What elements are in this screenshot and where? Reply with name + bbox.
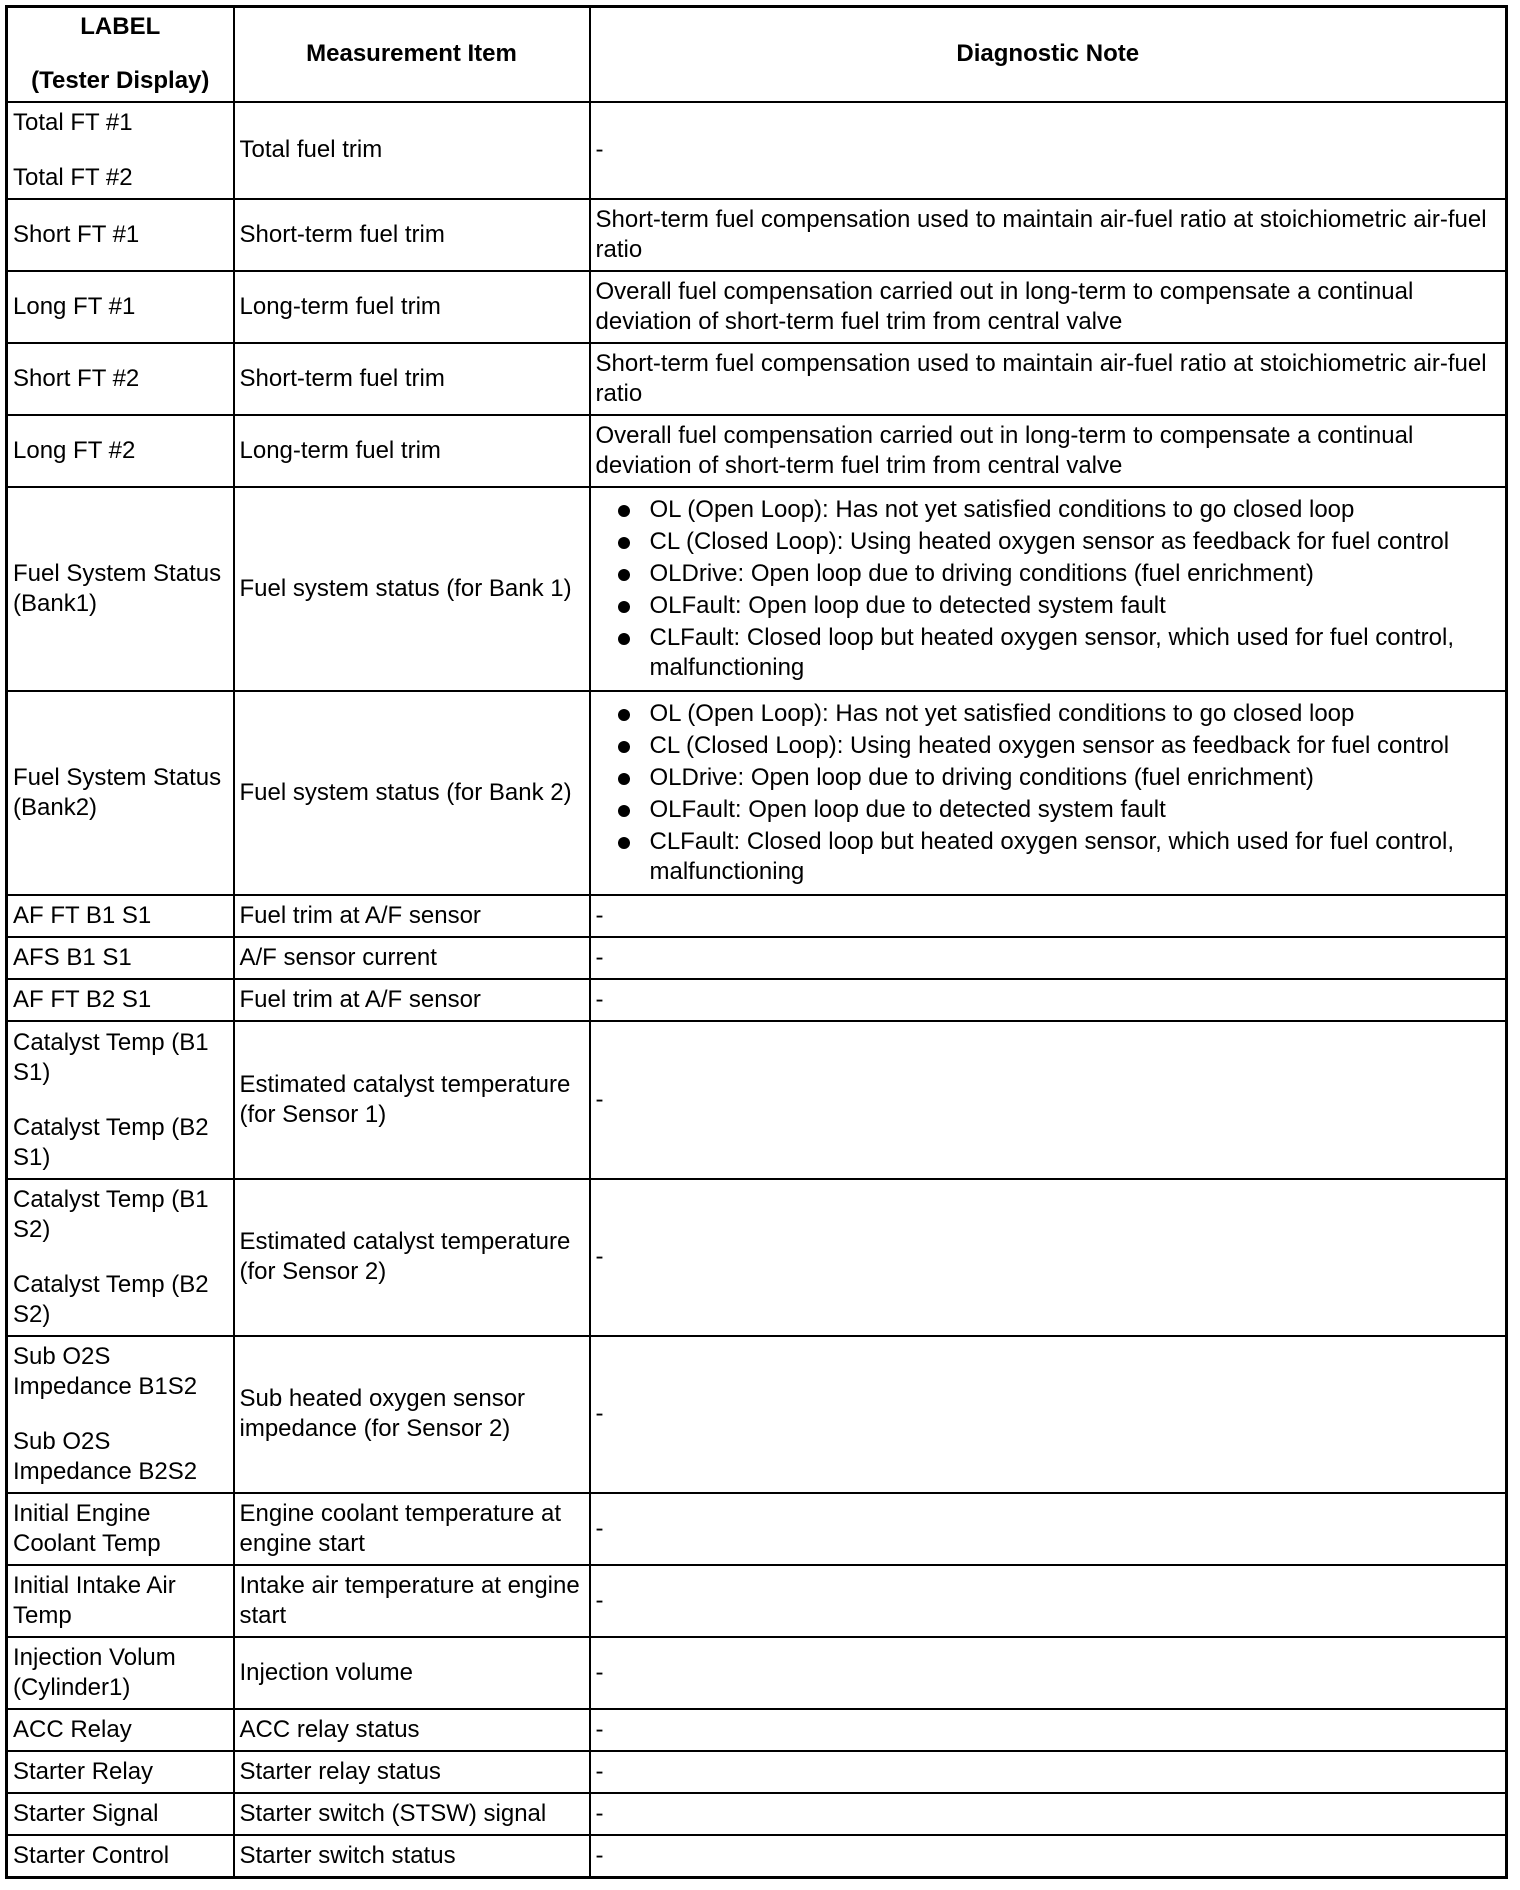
diagnostic-note-cell (590, 691, 1507, 895)
header-measurement-item: Measurement Item (234, 7, 590, 102)
measurement-item-cell: Fuel system status (for Bank 1) (234, 487, 590, 691)
label-cell: Initial Engine Coolant Temp (7, 1493, 234, 1565)
bullet-item: OL (Open Loop): Has not yet satisfied conditions to go closed loop (614, 495, 1501, 525)
label-text: Sub O2S Impedance B2S2 (13, 1427, 198, 1485)
table-row (7, 102, 1507, 199)
table-row (7, 1751, 1507, 1793)
label-cell: Fuel System Status (Bank1) (7, 487, 234, 691)
header-label (7, 7, 234, 102)
table-row (7, 487, 1507, 691)
diagnostic-note-cell: - (590, 1336, 1507, 1493)
label-text: Catalyst Temp (B1 S1) (13, 1028, 209, 1086)
diagnostic-note-cell: - (590, 1565, 1507, 1637)
diagnostic-note-cell: Overall fuel compensation carried out in long-term to compensate a continual deviation of short-term fuel trim from central valve (590, 415, 1507, 487)
measurement-item-cell: ACC relay status (234, 1709, 590, 1751)
status-bullet-list (596, 495, 1501, 683)
measurement-item-cell: Long-term fuel trim (234, 271, 590, 343)
measurement-item-cell: Total fuel trim (234, 102, 590, 199)
diagnostic-note-cell: Short-term fuel compensation used to maintain air-fuel ratio at stoichiometric air-fuel ratio (590, 343, 1507, 415)
label-cell (7, 1021, 234, 1178)
diagnostic-note-cell: - (590, 1793, 1507, 1835)
measurement-item-cell: Starter relay status (234, 1751, 590, 1793)
measurement-item-cell: Estimated catalyst temperature (for Sensor 1) (234, 1021, 590, 1178)
measurement-item-cell: Estimated catalyst temperature (for Sensor 2) (234, 1179, 590, 1336)
table-row (7, 895, 1507, 937)
diagnostic-note-cell: - (590, 1179, 1507, 1336)
measurement-item-cell: A/F sensor current (234, 937, 590, 979)
status-bullet-list (596, 699, 1501, 887)
label-cell (7, 1179, 234, 1336)
label-cell: Fuel System Status (Bank2) (7, 691, 234, 895)
table-row (7, 199, 1507, 271)
measurement-item-cell: Fuel trim at A/F sensor (234, 895, 590, 937)
label-cell: Starter Signal (7, 1793, 234, 1835)
measurement-item-cell: Engine coolant temperature at engine start (234, 1493, 590, 1565)
diagnostic-note-cell: - (590, 895, 1507, 937)
measurement-item-cell: Long-term fuel trim (234, 415, 590, 487)
table-row (7, 1835, 1507, 1877)
bullet-item: OLDrive: Open loop due to driving conditions (fuel enrichment) (614, 763, 1501, 793)
diagnostic-note-cell: Overall fuel compensation carried out in long-term to compensate a continual deviation of short-term fuel trim from central valve (590, 271, 1507, 343)
table-row (7, 1021, 1507, 1178)
bullet-item: OLFault: Open loop due to detected system fault (614, 795, 1501, 825)
label-cell: Initial Intake Air Temp (7, 1565, 234, 1637)
label-cell: Short FT #1 (7, 199, 234, 271)
diagnostic-note-cell (590, 487, 1507, 691)
label-cell: AFS B1 S1 (7, 937, 234, 979)
diagnostic-note-cell: - (590, 1709, 1507, 1751)
diagnostic-note-cell: - (590, 1751, 1507, 1793)
diagnostic-note-cell: - (590, 1835, 1507, 1877)
diagnostic-note-cell: - (590, 1637, 1507, 1709)
label-text: Total FT #2 (13, 163, 133, 191)
table-row (7, 1565, 1507, 1637)
table-row (7, 691, 1507, 895)
measurement-item-cell: Starter switch status (234, 1835, 590, 1877)
label-text: Catalyst Temp (B2 S2) (13, 1270, 209, 1328)
measurement-item-cell: Starter switch (STSW) signal (234, 1793, 590, 1835)
diagnostic-note-cell: - (590, 979, 1507, 1021)
table-row (7, 415, 1507, 487)
measurement-item-cell: Intake air temperature at engine start (234, 1565, 590, 1637)
label-text: Catalyst Temp (B1 S2) (13, 1185, 209, 1243)
header-label-line1: LABEL (80, 13, 161, 41)
label-cell: Starter Relay (7, 1751, 234, 1793)
diagnostic-note-cell: - (590, 1021, 1507, 1178)
label-cell: Long FT #2 (7, 415, 234, 487)
table-header (7, 7, 1507, 102)
diagnostic-note-cell: - (590, 1493, 1507, 1565)
header-label-line2: (Tester Display) (31, 67, 210, 95)
table-row (7, 1793, 1507, 1835)
bullet-item: OLFault: Open loop due to detected system fault (614, 591, 1501, 621)
label-cell: ACC Relay (7, 1709, 234, 1751)
measurement-item-cell: Fuel system status (for Bank 2) (234, 691, 590, 895)
label-cell: Starter Control (7, 1835, 234, 1877)
table-row (7, 1179, 1507, 1336)
measurement-item-cell: Short-term fuel trim (234, 343, 590, 415)
header-diagnostic-note: Diagnostic Note (590, 7, 1507, 102)
label-cell (7, 1336, 234, 1493)
label-cell: AF FT B1 S1 (7, 895, 234, 937)
label-cell: Long FT #1 (7, 271, 234, 343)
diagnostic-note-cell: - (590, 937, 1507, 979)
measurement-item-cell: Sub heated oxygen sensor impedance (for Sensor 2) (234, 1336, 590, 1493)
table-row (7, 1709, 1507, 1751)
label-cell: AF FT B2 S1 (7, 979, 234, 1021)
label-cell (7, 102, 234, 199)
data-list-table (5, 5, 1508, 1879)
table-row (7, 343, 1507, 415)
table-row (7, 937, 1507, 979)
bullet-item: CL (Closed Loop): Using heated oxygen sensor as feedback for fuel control (614, 527, 1501, 557)
table-row (7, 1336, 1507, 1493)
table-row (7, 979, 1507, 1021)
bullet-item: CL (Closed Loop): Using heated oxygen sensor as feedback for fuel control (614, 731, 1501, 761)
bullet-item: CLFault: Closed loop but heated oxygen sensor, which used for fuel control, malfunctioning (614, 827, 1501, 887)
table-row (7, 1637, 1507, 1709)
bullet-item: CLFault: Closed loop but heated oxygen sensor, which used for fuel control, malfunctioning (614, 623, 1501, 683)
diagnostic-note-cell: Short-term fuel compensation used to maintain air-fuel ratio at stoichiometric air-fuel ratio (590, 199, 1507, 271)
bullet-item: OL (Open Loop): Has not yet satisfied conditions to go closed loop (614, 699, 1501, 729)
label-text: Catalyst Temp (B2 S1) (13, 1113, 209, 1171)
label-cell: Short FT #2 (7, 343, 234, 415)
measurement-item-cell: Fuel trim at A/F sensor (234, 979, 590, 1021)
table-row (7, 271, 1507, 343)
label-text: Total FT #1 (13, 108, 133, 136)
table-row (7, 1493, 1507, 1565)
measurement-item-cell: Injection volume (234, 1637, 590, 1709)
measurement-item-cell: Short-term fuel trim (234, 199, 590, 271)
diagnostic-note-cell: - (590, 102, 1507, 199)
bullet-item: OLDrive: Open loop due to driving conditions (fuel enrichment) (614, 559, 1501, 589)
label-text: Sub O2S Impedance B1S2 (13, 1342, 198, 1400)
label-cell: Injection Volum (Cylinder1) (7, 1637, 234, 1709)
